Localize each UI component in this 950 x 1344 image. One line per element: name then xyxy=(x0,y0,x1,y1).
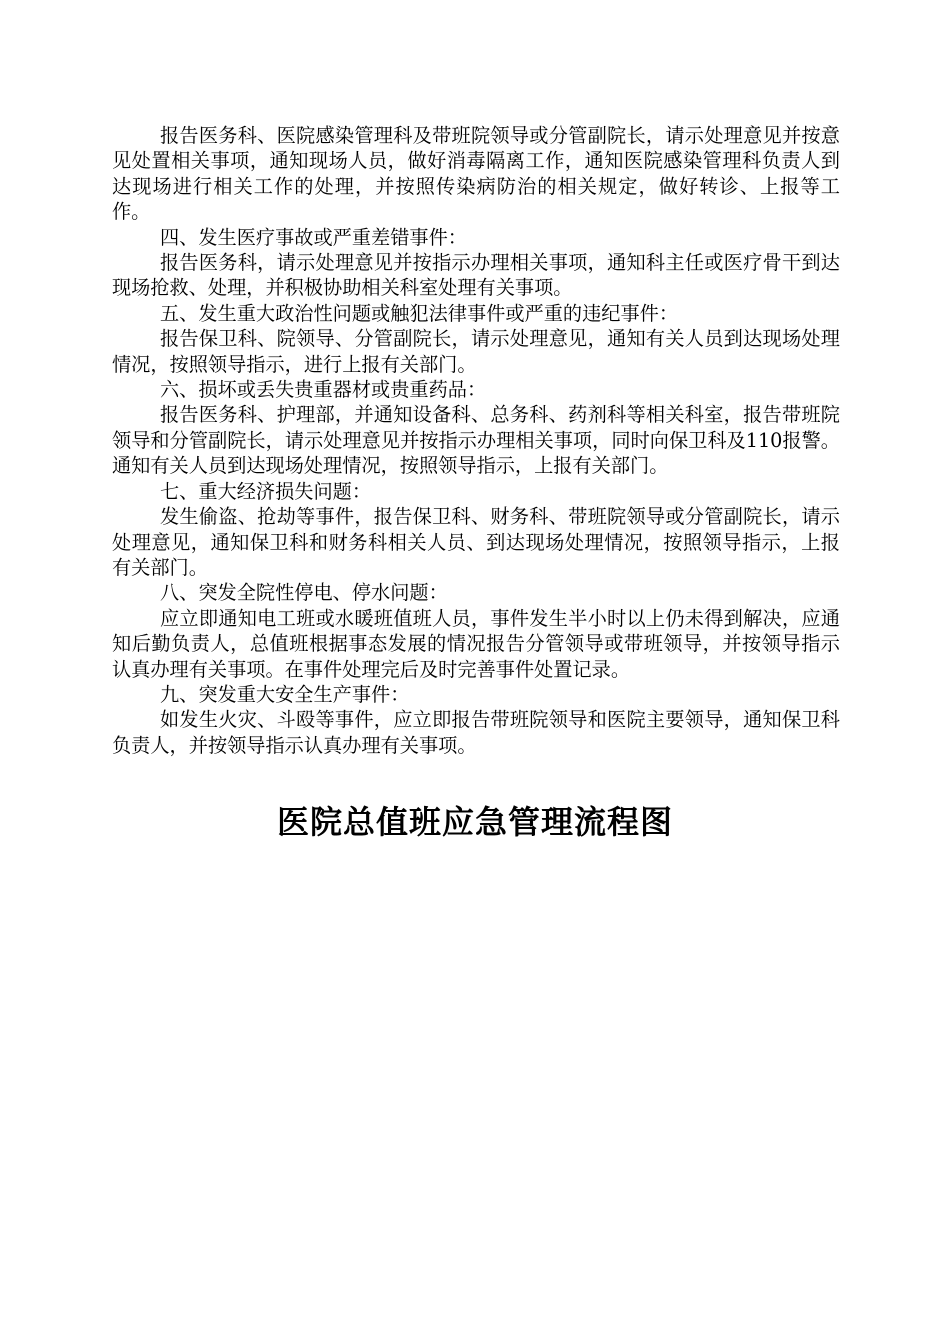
paragraph-equipment-loss: 报告医务科、护理部，并通知设备科、总务科、药剂科等相关科室，报告带班院领导和分管副院长，请示处理意见并按指示办理相关事项，同时向保卫科及110报警。通知有关人员到达现场处理情况，按照领导指示，上报有关部门。 xyxy=(112,403,840,478)
paragraph-safety-incident: 如发生火灾、斗殴等事件，应立即报告带班院领导和医院主要领导，通知保卫科负责人，并按领导指示认真办理有关事项。 xyxy=(112,708,840,757)
paragraph-infection-report: 报告医务科、医院感染管理科及带班院领导或分管副院长，请示处理意见并按意见处置相关事项，通知现场人员，做好消毒隔离工作，通知医院感染管理科负责人到达现场进行相关工作的处理，并按照传染病防治的相关规定，做好转诊、上报等工作。 xyxy=(112,124,840,224)
section-heading-equipment-loss: 六、损坏或丢失贵重器材或贵重药品： xyxy=(160,378,487,402)
paragraph-medical-accident: 报告医务科，请示处理意见并按指示办理相关事项，通知科主任或医疗骨干到达现场抢救、处理，并积极协助相关科室处理有关事项。 xyxy=(112,251,840,300)
section-heading-safety-incident: 九、突发重大安全生产事件： xyxy=(160,682,410,706)
document-body xyxy=(112,123,840,758)
paragraph-economic-loss: 发生偷盗、抢劫等事件，报告保卫科、财务科、带班院领导或分管副院长，请示处理意见，通知保卫科和财务科相关人员、到达现场处理情况，按照领导指示，上报有关部门。 xyxy=(112,505,840,579)
flowchart-title: 医院总值班应急管理流程图 xyxy=(276,803,673,841)
section-heading-economic-loss: 七、重大经济损失问题： xyxy=(160,479,372,503)
section-heading-power-water-outage: 八、突发全院性停电、停水问题： xyxy=(160,581,448,605)
section-heading-medical-accident: 四、发生医疗事故或严重差错事件： xyxy=(160,225,467,249)
section-heading-political-legal: 五、发生重大政治性问题或触犯法律事件或严重的违纪事件： xyxy=(160,301,679,325)
paragraph-political-legal: 报告保卫科、院领导、分管副院长，请示处理意见，通知有关人员到达现场处理情况，按照领导指示，进行上报有关部门。 xyxy=(112,327,840,376)
paragraph-power-water-outage: 应立即通知电工班或水暖班值班人员，事件发生半小时以上仍未得到解决，应通知后勤负责人，总值班根据事态发展的情况报告分管领导或带班领导，并按领导指示认真办理有关事项。在事件处理完后及时完善事件处置记录。 xyxy=(112,606,840,681)
